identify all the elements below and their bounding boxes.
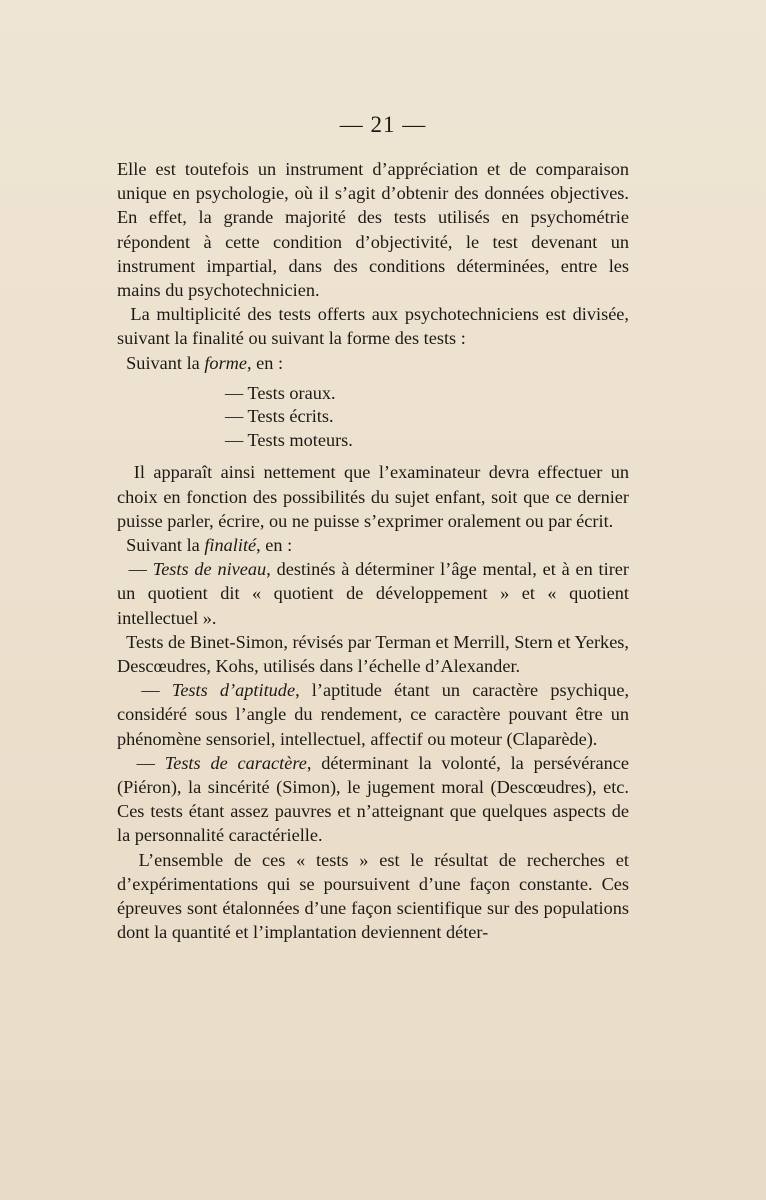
dash: — (128, 559, 153, 580)
paragraph (117, 157, 629, 302)
paragraph-text: , l’aptitude étant un caractère psychique, considéré sous l’angle du rendement, ce caractère pouvant être un phénomène sensoriel, intellectuel, affectif ou moteur (Claparède). (117, 680, 630, 749)
form-list (225, 382, 629, 453)
paragraph (117, 630, 629, 678)
paragraph-text: , destinés à déterminer l’âge mental, et à en tirer un quotient dit « quotient de développement » et « quotient intellectuel ». (117, 559, 630, 628)
paragraph (117, 848, 629, 945)
paragraph-text: Elle est toutefois un instrument d’appréciation et de comparaison unique en psychologie, où il s’agit d’obtenir des données objectives. En effet, la grande majorité des tests utilisés en psychométrie répondent à cette condition d’objectivité, le test devenant un instrument impartial, dans des conditions déterminées, entre les mains du psychotechnicien. (117, 159, 629, 301)
paragraph (117, 678, 629, 751)
dash: — (136, 752, 165, 773)
paragraph (117, 351, 629, 375)
paragraph-text: , déterminant la volonté, la persévérance (Piéron), la sincérité (Simon), le jugement moral (Descœudres), etc. Ces tests étant assez pauvres et n’atteignant que quelques aspects de la personnalité caractérielle. (117, 752, 629, 846)
paragraph-text: La multiplicité des tests offerts aux psychotechniciens est divisée, suivant la finalité ou suivant la forme des tests : (117, 304, 629, 349)
paragraph-text: Suivant la (126, 352, 205, 373)
paragraph (117, 460, 629, 533)
emphasis: Tests de caractère (164, 752, 307, 773)
paragraph-text: Il apparaît ainsi nettement que l’examinateur devra effectuer un choix en fonction des possibilités du sujet enfant, soit que ce dernier puisse parler, écrire, ou ne puisse s’exprimer oralement ou par écrit. (117, 462, 629, 531)
emphasis: forme (204, 352, 247, 373)
emphasis: Tests d’aptitude (171, 680, 296, 701)
list-item: — Tests moteurs. (225, 429, 353, 450)
emphasis: finalité (204, 534, 257, 555)
paragraph (117, 302, 629, 350)
paragraph-text: Tests de Binet-Simon, révisés par Terman et Merrill, Stern et Yerkes, Descœudres, Kohs, utilisés dans l’échelle d’Alexander. (117, 631, 629, 676)
list-item: — Tests écrits. (225, 406, 334, 427)
paragraph-text: L’ensemble de ces « tests » est le résultat de recherches et d’expérimentations qui se poursuivent d’une façon constante. Ces épreuves sont étalonnées d’une façon scientifique sur des populations dont la quantité et l’implantation deviennent déter- (117, 849, 630, 943)
paragraph-text: Suivant la (126, 534, 205, 555)
paragraph (117, 751, 629, 848)
paragraph-text: , en : (256, 534, 293, 555)
paragraph-text: , en : (247, 352, 284, 373)
paragraph (117, 557, 629, 630)
page-number: — 21 — (339, 112, 427, 137)
list-item: — Tests oraux. (225, 382, 336, 403)
paragraph (117, 533, 629, 557)
dash: — (141, 680, 172, 701)
page-body (117, 157, 629, 944)
emphasis: Tests de niveau (152, 559, 267, 580)
